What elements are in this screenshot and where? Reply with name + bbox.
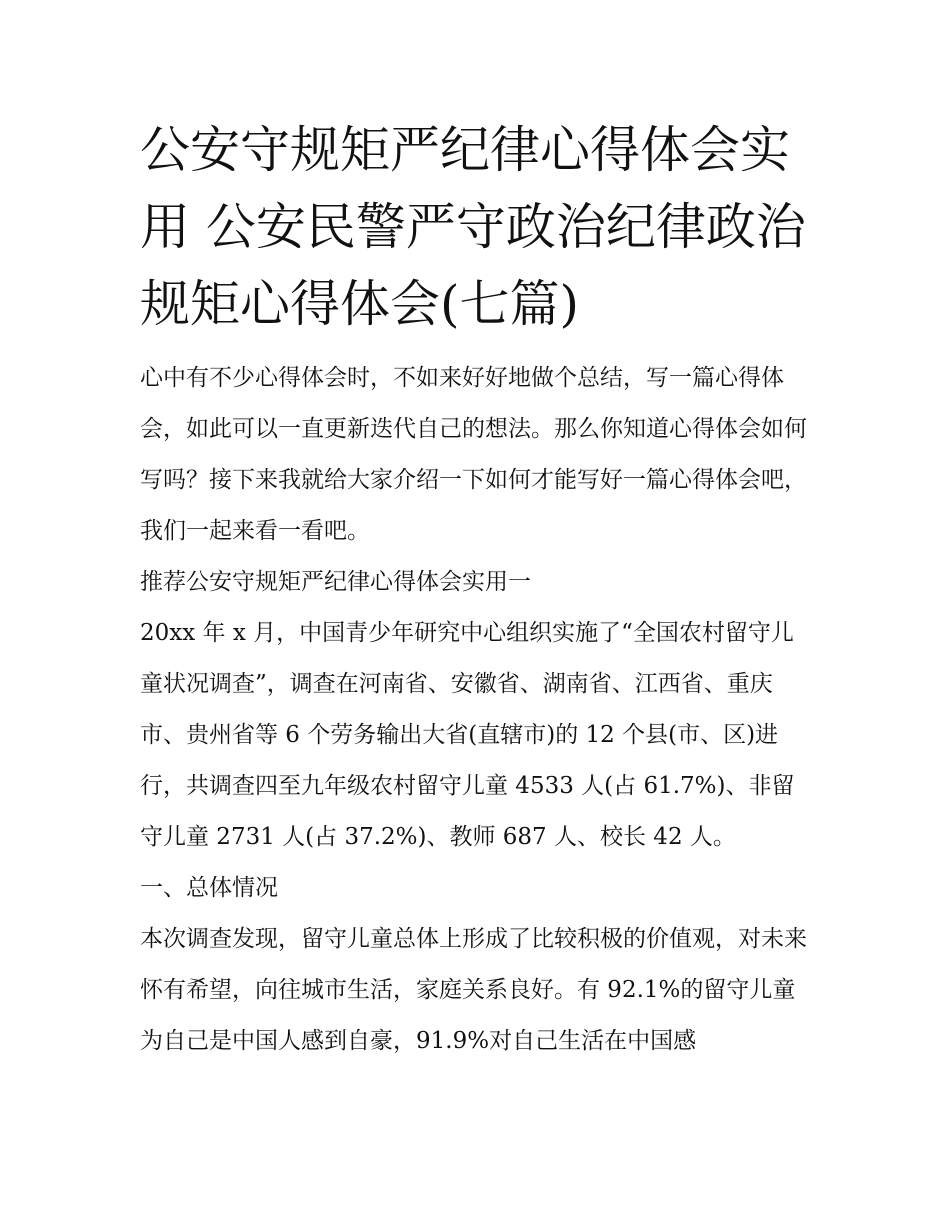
- paragraph-intro: 心中有不少心得体会时，不如来好好地做个总结，写一篇心得体会，如此可以一直更新迭代自己的想法。那么你知道心得体会如何写吗？接下来我就给大家介绍一下如何才能写好一篇心得体会吧，我们一起来看一看吧。: [140, 365, 807, 544]
- paragraph-findings: 本次调查发现，留守儿童总体上形成了比较积极的价值观，对未来怀有希望，向往城市生活，家庭关系良好。有 92.1%的留守儿童为自己是中国人感到自豪，91.9%对自己生活在中国感: [140, 926, 807, 1054]
- paragraph-survey: 20xx 年 x 月，中国青少年研究中心组织实施了“全国农村留守儿童状况调查”，调查在河南省、安徽省、湖南省、江西省、重庆市、贵州省等 6 个劳务输出大省(直辖市)的 12 个县(市、区)进行，共调查四至九年级农村留守儿童 4533 人(占 61.7%)、非留守儿童 2731 人(占 37.2%)、教师 687 人、校长 42 人。: [140, 620, 795, 850]
- document-title: 公安守规矩严纪律心得体会实用 公安民警严守政治纪律政治规矩心得体会(七篇): [140, 121, 806, 333]
- paragraph-subheading: 推荐公安守规矩严纪律心得体会实用一: [140, 569, 531, 595]
- title-block: [140, 112, 816, 343]
- document-page: [140, 112, 816, 1067]
- section-heading-overall: 一、总体情况: [140, 875, 278, 901]
